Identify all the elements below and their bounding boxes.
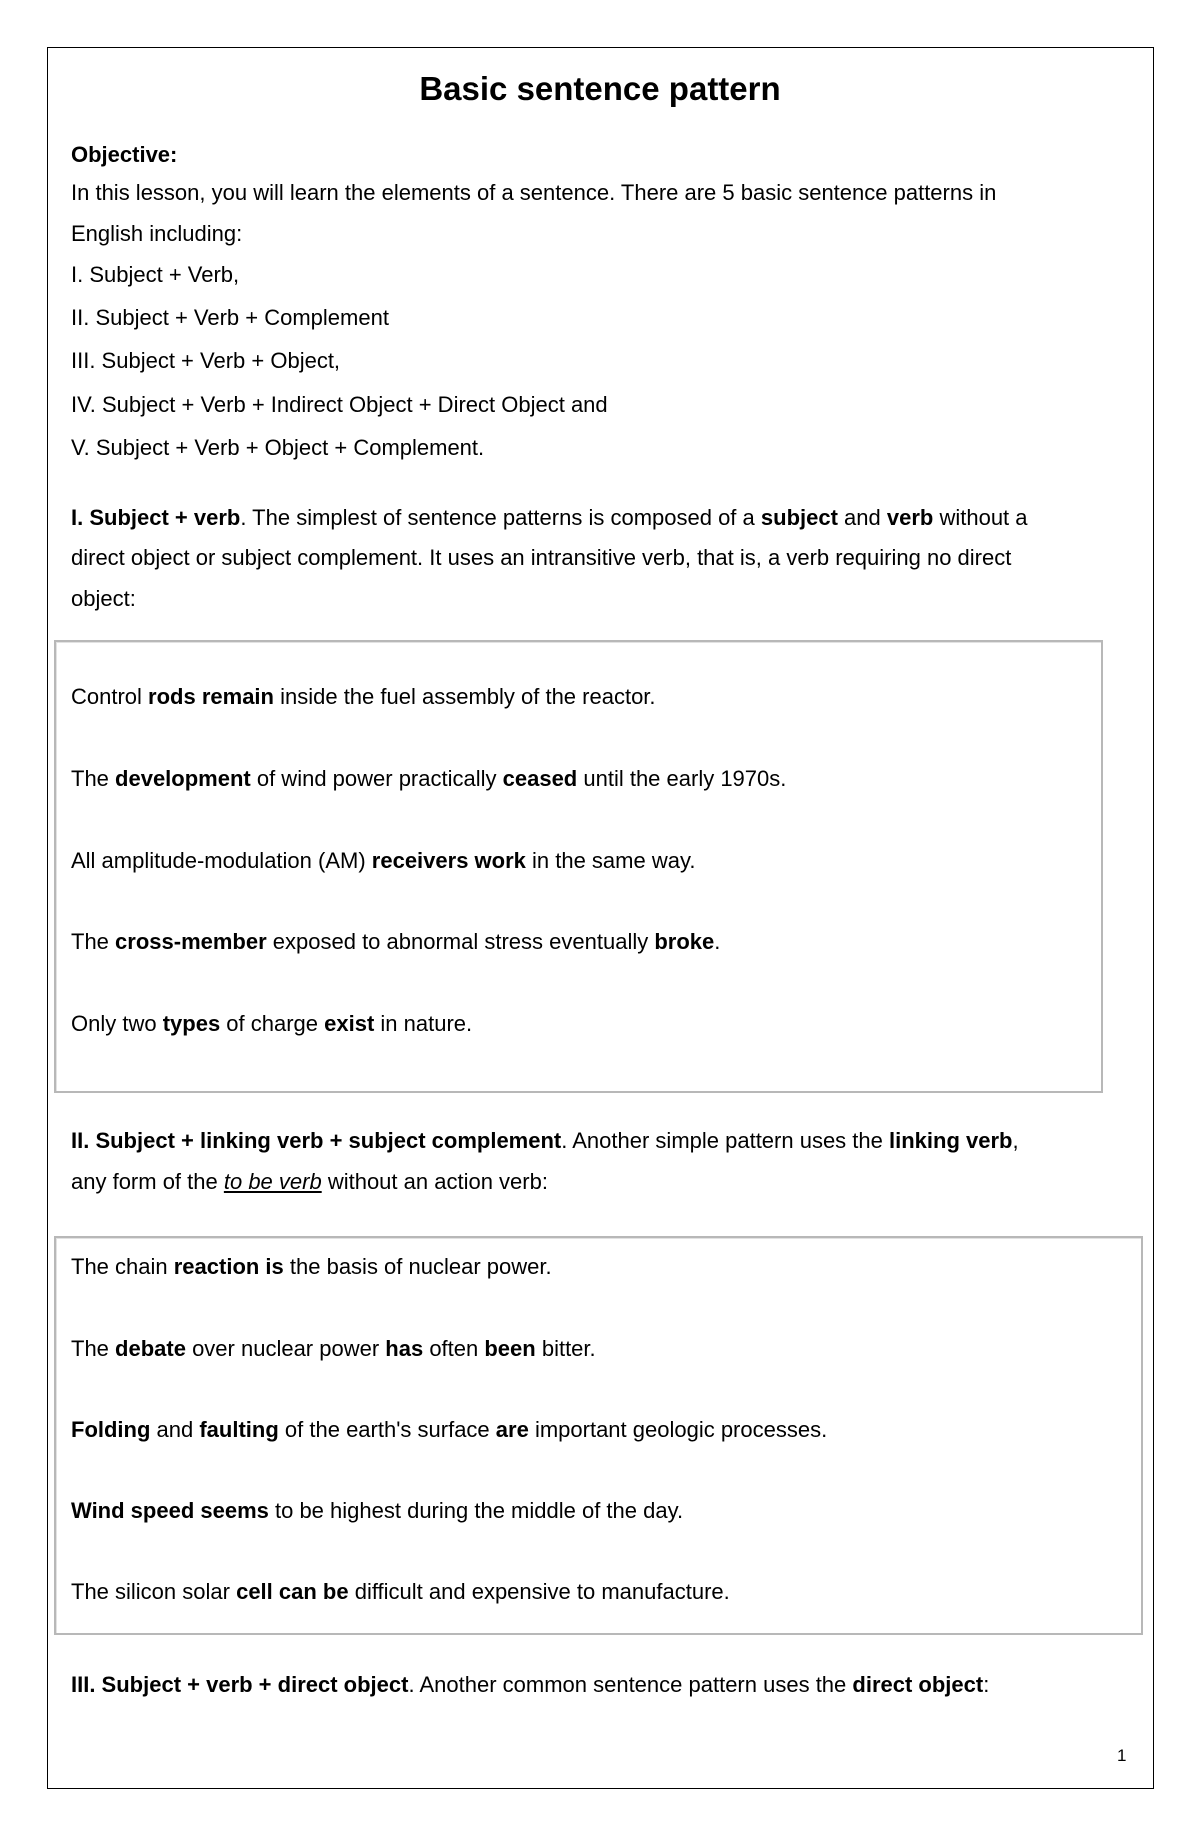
example-keyword: exist <box>324 1011 375 1036</box>
pattern-item-5: V. Subject + Verb + Object + Complement. <box>71 435 485 460</box>
section1-paragraph-line1: I. Subject + verb. The simplest of sentence patterns is composed of a subject and verb without a <box>71 505 1028 530</box>
example-keyword: are <box>495 1417 529 1442</box>
example-text: until the early 1970s. <box>577 766 787 791</box>
example-keyword: debate <box>115 1336 186 1361</box>
pattern-item-4: IV. Subject + Verb + Indirect Object + Direct Object and <box>71 392 608 417</box>
section1-paragraph-line2: direct object or subject complement. It uses an intransitive verb, that is, a verb requiring no direct <box>71 545 1012 570</box>
example-text: to be highest during the middle of the day. <box>268 1498 684 1523</box>
section2-heading: II. Subject + linking verb + subject complement <box>71 1128 562 1153</box>
example-text: and <box>150 1417 200 1442</box>
example-keyword: Wind speed seems <box>71 1498 269 1523</box>
section2-example-1 <box>71 1254 552 1280</box>
example-text: The <box>71 929 116 954</box>
section1-example-3 <box>71 848 695 874</box>
section2-paragraph-line1: II. Subject + linking verb + subject complement. Another simple pattern uses the linking verb, <box>71 1128 1019 1153</box>
example-text: . <box>714 929 721 954</box>
example-keyword: ceased <box>502 766 578 791</box>
section3-paragraph-line1: III. Subject + verb + direct object. Another common sentence pattern uses the direct object: <box>71 1672 990 1697</box>
example-text: The chain <box>71 1254 174 1279</box>
example-text: The silicon solar <box>71 1579 237 1604</box>
section1-example-2 <box>71 766 786 792</box>
to-be-verb-term: to be verb <box>223 1169 322 1194</box>
example-text: over nuclear power <box>185 1336 386 1361</box>
page-number: 1 <box>1117 1746 1127 1765</box>
example-text: of the earth's surface <box>278 1417 496 1442</box>
pattern-item-2: II. Subject + Verb + Complement <box>71 305 389 330</box>
example-keyword: Folding <box>71 1417 151 1442</box>
example-keyword: types <box>162 1011 221 1036</box>
section1-paragraph-line3: object: <box>71 586 136 611</box>
example-keyword: has <box>385 1336 424 1361</box>
example-keyword: receivers work <box>371 848 526 873</box>
example-text: inside the fuel assembly of the reactor. <box>273 684 656 709</box>
example-keyword: broke <box>654 929 715 954</box>
section1-example-1 <box>71 684 656 710</box>
example-text: in nature. <box>374 1011 473 1036</box>
section1-heading: I. Subject + verb <box>71 505 241 530</box>
objective-heading: Objective: <box>71 142 178 167</box>
example-keyword: been <box>484 1336 536 1361</box>
section2-example-2 <box>71 1336 596 1362</box>
example-text: difficult and expensive to manufacture. <box>348 1579 730 1604</box>
example-text: often <box>423 1336 485 1361</box>
example-text: in the same way. <box>525 848 696 873</box>
example-text: exposed to abnormal stress eventually <box>266 929 655 954</box>
objective-intro-line2: English including: <box>71 221 243 246</box>
example-keyword: development <box>115 766 251 791</box>
example-keyword: reaction is <box>173 1254 284 1279</box>
example-text: bitter. <box>535 1336 596 1361</box>
section2-paragraph-line2: any form of the to be verb without an action verb: <box>71 1169 548 1194</box>
section2-example-3 <box>71 1417 827 1443</box>
section1-example-4 <box>71 929 720 955</box>
example-keyword: cell can be <box>236 1579 349 1604</box>
example-text: Control <box>71 684 149 709</box>
section2-example-5 <box>71 1579 730 1605</box>
example-text: The <box>71 1336 116 1361</box>
example-text: All amplitude-modulation (AM) <box>71 848 372 873</box>
example-text: Only two <box>71 1011 163 1036</box>
section1-example-5 <box>71 1011 472 1037</box>
example-text: of charge <box>220 1011 325 1036</box>
example-keyword: rods remain <box>148 684 274 709</box>
example-text: the basis of nuclear power. <box>283 1254 552 1279</box>
pattern-item-3: III. Subject + Verb + Object, <box>71 348 341 373</box>
example-text: of wind power practically <box>250 766 503 791</box>
example-keyword: cross-member <box>115 929 267 954</box>
objective-intro-line1: In this lesson, you will learn the elements of a sentence. There are 5 basic sentence patterns in <box>71 180 997 205</box>
example-keyword: faulting <box>199 1417 279 1442</box>
page-title: Basic sentence pattern <box>419 70 781 107</box>
pattern-item-1: I. Subject + Verb, <box>71 262 240 287</box>
section3-heading: III. Subject + verb + direct object <box>71 1672 409 1697</box>
section2-example-4 <box>71 1498 683 1524</box>
example-text: important geologic processes. <box>528 1417 828 1442</box>
example-text: The <box>71 766 116 791</box>
